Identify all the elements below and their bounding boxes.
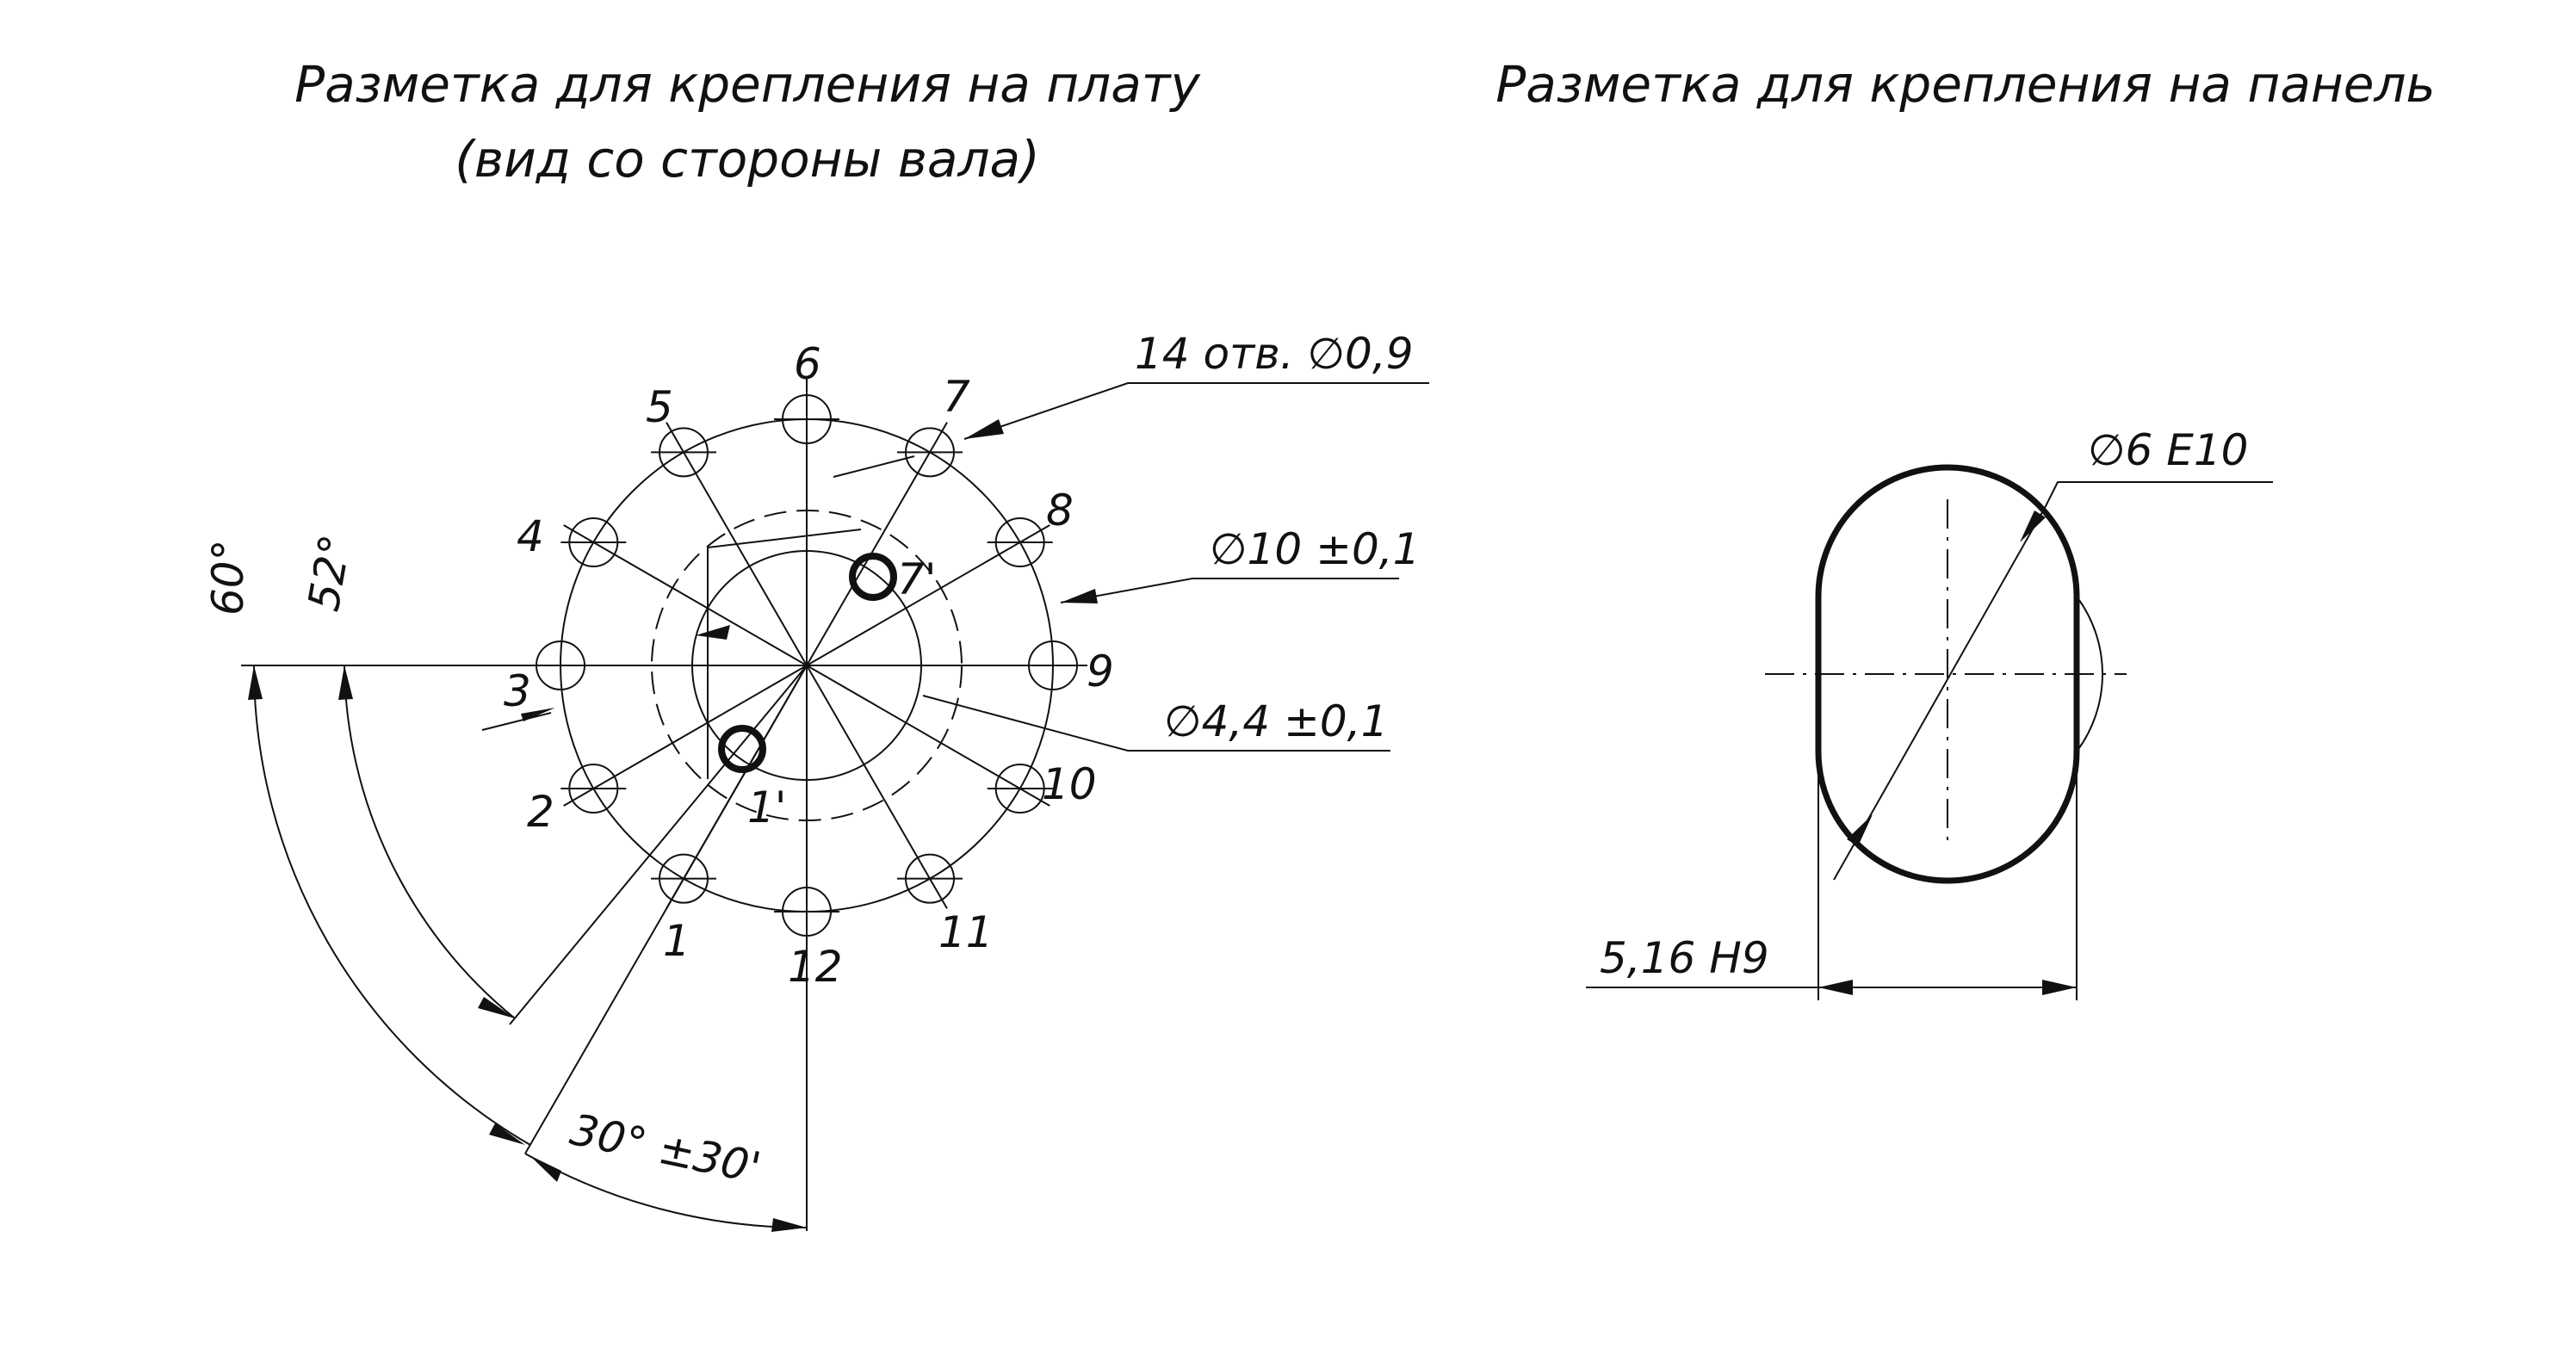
width-arrow-left [1818, 980, 1853, 995]
arc-30-arrow-right [771, 1218, 807, 1232]
hole-label-10: 10 [1042, 759, 1097, 809]
leader-holes-tail [833, 456, 914, 477]
angle-ray-52 [510, 665, 807, 1024]
callout-outer-dia: ∅10 ±0,1 [1210, 524, 1421, 574]
hole-label-4: 4 [517, 511, 544, 561]
hole-label-7-prime: 7' [897, 554, 937, 604]
hole-label-7: 7 [943, 372, 970, 422]
angle-label-30: 30° ±30' [566, 1104, 765, 1194]
hole-label-12: 12 [788, 942, 843, 992]
arc-52-arrow-bottom [478, 997, 515, 1018]
callout-inner-dia: ∅4,4 ±0,1 [1164, 696, 1389, 746]
hole-label-6: 6 [794, 339, 821, 389]
leader-holes-arrow [964, 419, 1004, 439]
hole-label-9: 9 [1087, 647, 1114, 696]
hole-label-1: 1 [663, 916, 690, 966]
leader-outer-dia [1061, 579, 1399, 603]
right-title: Разметка для крепления на панель [1495, 55, 2436, 114]
radial-line-4 [564, 525, 807, 665]
leader-outer-dia-arrow [1061, 589, 1098, 603]
left-title-line2: (вид со стороны вала) [455, 130, 1040, 189]
arc-60-arrow-bottom [489, 1123, 525, 1145]
radial-line-5 [666, 423, 807, 665]
radial-line-11 [807, 665, 947, 908]
callout-dia6: ∅6 E10 [2088, 425, 2249, 475]
callout-width: 5,16 H9 [1600, 933, 1769, 983]
inner-arrow [696, 625, 730, 640]
panel-mount-pattern [1586, 425, 2273, 1000]
left-title-line1: Разметка для крепления на плату [294, 55, 1200, 114]
arc-60-arrow-top [248, 665, 263, 700]
arc-52-arrow-top [338, 665, 353, 700]
hole-label-3: 3 [504, 666, 531, 716]
diameter-arrow-top [2020, 510, 2046, 542]
leader-dia6 [2046, 482, 2273, 506]
radial-line-10 [807, 665, 1050, 806]
hole-label-11: 11 [938, 907, 994, 957]
arc-60 [254, 665, 530, 1145]
arc-52 [344, 665, 515, 1018]
leader-holes [964, 383, 1429, 439]
board-mount-pattern [203, 329, 1429, 1232]
radial-line-7 [807, 423, 947, 665]
width-arrow-right [2042, 980, 2077, 995]
hole-label-8: 8 [1046, 486, 1074, 535]
hole-label-5: 5 [646, 382, 673, 432]
angle-ray-60 [525, 665, 807, 1154]
arc-30-arrow-left [529, 1155, 561, 1182]
angle-label-60: 60° [203, 539, 253, 616]
diameter-arrow-bottom [1847, 814, 1873, 846]
key-flat-outline [708, 529, 861, 779]
hole-label-2: 2 [527, 787, 554, 837]
angle-label-52: 52° [298, 530, 362, 616]
hole-label-1-prime: 1' [747, 783, 787, 832]
callout-holes-count: 14 отв. ∅0,9 [1135, 329, 1414, 379]
